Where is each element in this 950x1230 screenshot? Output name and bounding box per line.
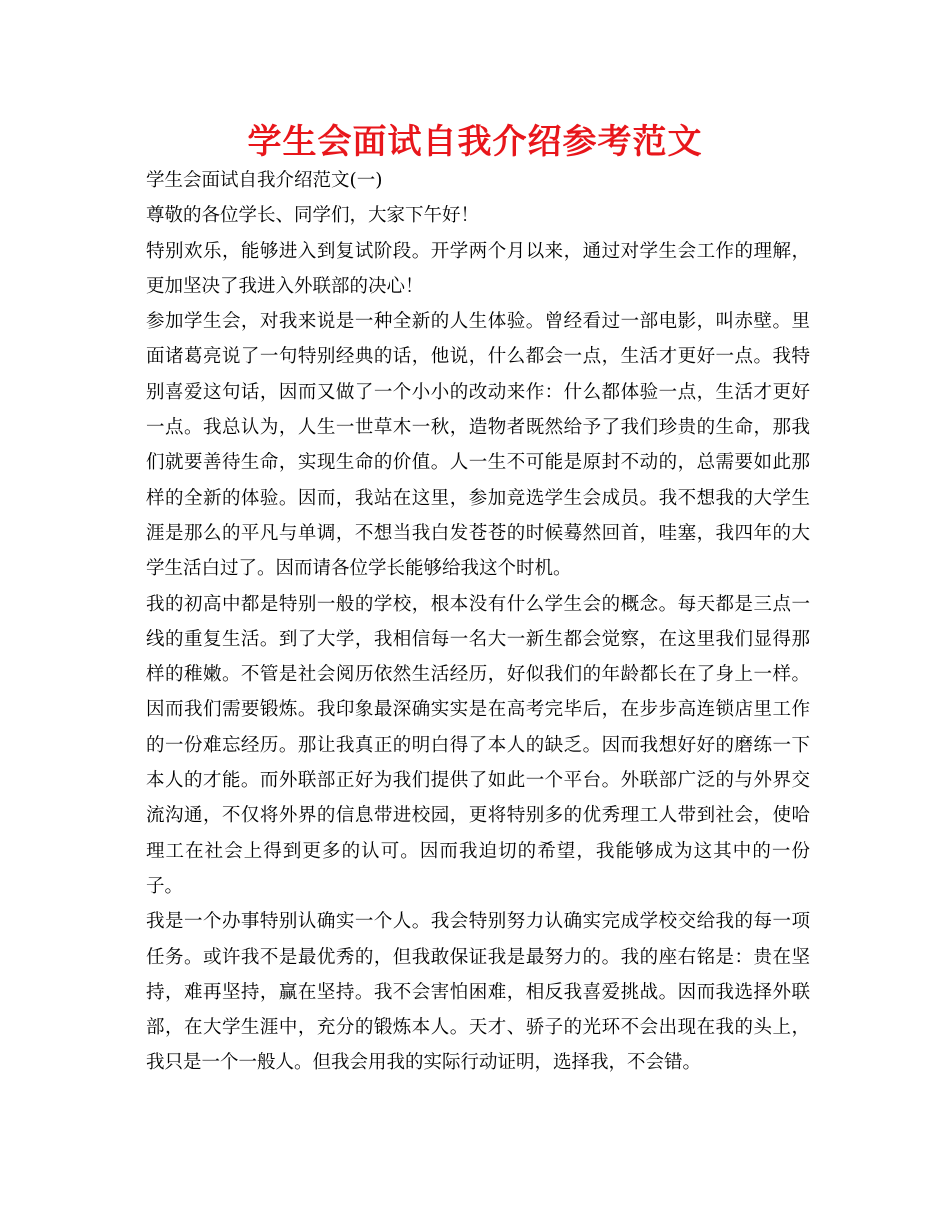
text-line: 理工在社会上得到更多的认可。因而我迫切的希望，我能够成为这其中的一份 <box>146 840 810 862</box>
text-line: 一点。我总认为，人生一世草木一秋，造物者既然给予了我们珍贵的生命，那我 <box>146 417 810 439</box>
text-line: 参加学生会，对我来说是一种全新的人生体验。曾经看过一部电影，叫赤壁。里 <box>146 311 810 333</box>
document-body <box>146 163 810 1081</box>
text-line: 线的重复生活。到了大学，我相信每一名大一新生都会觉察，在这里我们显得那 <box>146 628 810 650</box>
text-line: 本人的才能。而外联部正好为我们提供了如此一个平台。外联部广泛的与外界交 <box>146 770 810 792</box>
text-line: 尊敬的各位学长、同学们，大家下午好！ <box>146 205 480 227</box>
text-line: 学生会面试自我介绍范文(一) <box>146 170 383 191</box>
text-line: 任务。或许我不是最优秀的，但我敢保证我是最努力的。我的座右铭是：贵在坚 <box>146 946 810 968</box>
document-title: 学生会面试自我介绍参考范文 <box>247 122 703 162</box>
text-line: 我的初高中都是特别一般的学校，根本没有什么学生会的概念。每天都是三点一 <box>146 593 810 615</box>
text-line: 流沟通，不仅将外界的信息带进校园，更将特别多的优秀理工人带到社会，使哈 <box>146 805 810 827</box>
text-line: 涯是那么的平凡与单调，不想当我白发苍苍的时候蓦然回首，哇塞，我四年的大 <box>146 522 810 544</box>
text-line: 子。 <box>146 875 184 897</box>
text-line: 的一份难忘经历。那让我真正的明白得了本人的缺乏。因而我想好好的磨练一下 <box>146 734 810 756</box>
text-line: 我只是一个一般人。但我会用我的实际行动证明，选择我，不会错。 <box>146 1052 702 1074</box>
text-line: 面诸葛亮说了一句特别经典的话，他说，什么都会一点，生活才更好一点。我特 <box>146 346 810 368</box>
text-line: 更加坚决了我进入外联部的决心！ <box>146 275 424 297</box>
text-line: 部，在大学生涯中，充分的锻炼本人。天才、骄子的光环不会出现在我的头上， <box>146 1017 810 1039</box>
text-line: 我是一个办事特别认确实一个人。我会特别努力认确实完成学校交给我的每一项 <box>146 911 810 933</box>
text-line: 学生活白过了。因而请各位学长能够给我这个时机。 <box>146 558 572 580</box>
text-line: 特别欢乐，能够进入到复试阶段。开学两个月以来，通过对学生会工作的理解， <box>146 240 810 262</box>
text-line: 们就要善待生命，实现生命的价值。人一生不可能是原封不动的，总需要如此那 <box>146 452 810 474</box>
text-line: 持，难再坚持，赢在坚持。我不会害怕困难，相反我喜爱挑战。因而我选择外联 <box>146 981 810 1003</box>
text-line: 因而我们需要锻炼。我印象最深确实实是在高考完毕后，在步步高连锁店里工作 <box>146 699 810 721</box>
text-line: 样的全新的体验。因而，我站在这里，参加竞选学生会成员。我不想我的大学生 <box>146 487 810 509</box>
text-line: 别喜爱这句话，因而又做了一个小小的改动来作：什么都体验一点，生活才更好 <box>146 381 810 403</box>
text-line: 样的稚嫩。不管是社会阅历依然生活经历，好似我们的年龄都长在了身上一样。 <box>146 664 810 686</box>
